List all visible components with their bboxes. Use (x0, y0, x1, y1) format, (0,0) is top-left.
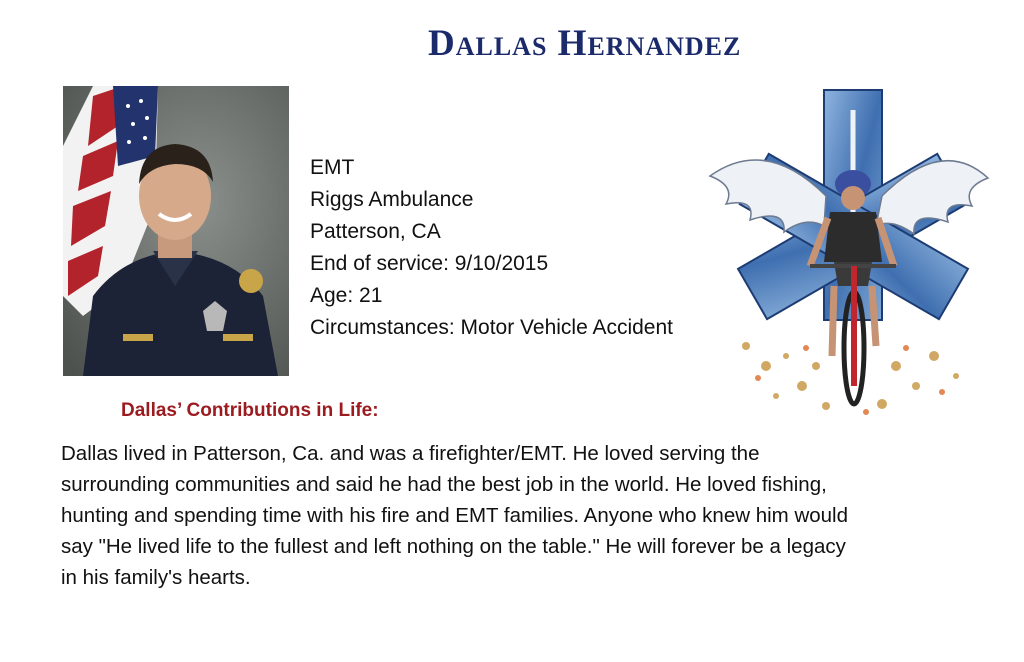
contributions-heading: Dallas’ Contributions in Life: (121, 400, 379, 421)
portrait-photo (63, 86, 289, 376)
location: Patterson, CA (310, 220, 441, 243)
emblem (706, 86, 992, 422)
age: Age: 21 (310, 284, 383, 307)
profile-details (310, 152, 673, 344)
star-of-life-cyclist-icon (706, 86, 992, 422)
contributions-body: Dallas lived in Patterson, Ca. and was a firefighter/EMT. He loved serving the surrounding communities and said he had the best job in the world. He loved fishing, hunting and spending time with his fire and EMT families. Anyone who knew him would say "He lived life to the fullest and left nothing on the table." He will forever be a legacy in his family's hearts. (61, 442, 849, 589)
circumstances: Circumstances: Motor Vehicle Accident (310, 316, 673, 339)
page-title: Dallas Hernandez (428, 23, 742, 64)
agency: Riggs Ambulance (310, 188, 474, 211)
portrait-photo-icon (63, 86, 289, 376)
end-of-service: End of service: 9/10/2015 (310, 252, 549, 275)
role: EMT (310, 156, 355, 179)
